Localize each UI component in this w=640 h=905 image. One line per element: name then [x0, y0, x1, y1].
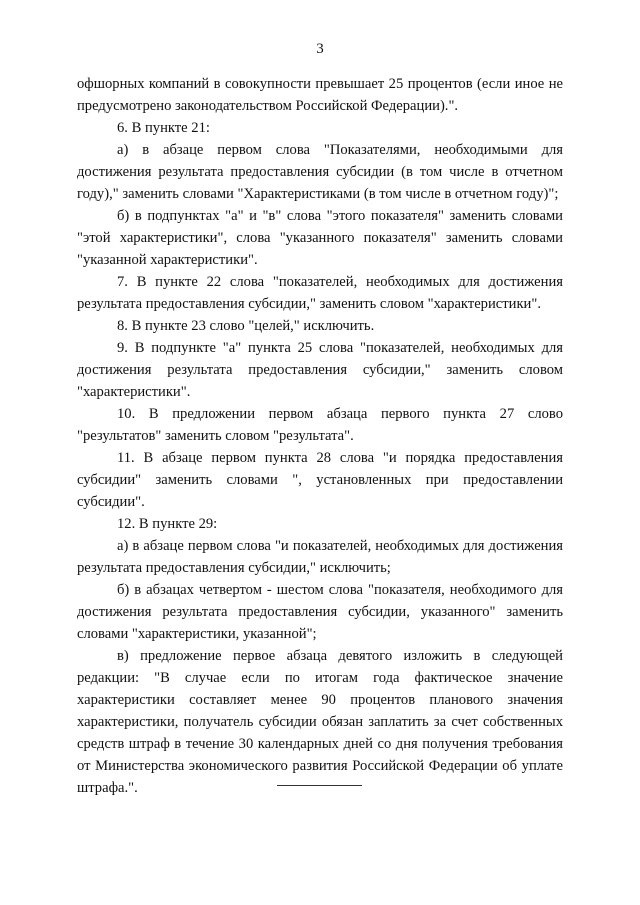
item-9: 9. В подпункте "а" пункта 25 слова "показателей, необходимых для достижения результата предоставления субсидии," заменить словом "характеристики". [77, 340, 563, 400]
item-10: 10. В предложении первом абзаца первого пункта 27 слово "результатов" заменить словом "результата". [77, 406, 563, 444]
item-12-subitem-a: а) в абзаце первом слова "и показателей, необходимых для достижения результата предоставления субсидии," исключить; [77, 538, 563, 576]
footer-divider [277, 785, 362, 786]
item-12-heading: 12. В пункте 29: [117, 516, 218, 532]
item-7: 7. В пункте 22 слова "показателей, необходимых для достижения результата предоставления субсидии," заменить словом "характеристики". [77, 274, 563, 312]
page-number: 3 [316, 41, 324, 57]
item-6-heading: 6. В пункте 21: [117, 120, 210, 136]
item-6-subitem-a: а) в абзаце первом слова "Показателями, необходимыми для достижения результата предоставления субсидии (в том числе в отчетном году)," заменить словами "Характеристиками (в том числе в отчетном году)"; [77, 142, 563, 202]
item-11: 11. В абзаце первом пункта 28 слова "и порядка предоставления субсидии" заменить словами ", установленных при предоставлении субсидии". [77, 450, 563, 510]
item-8: 8. В пункте 23 слово "целей," исключить. [117, 318, 375, 334]
document-body [77, 73, 563, 799]
item-12-subitem-b: б) в абзацах четвертом - шестом слова "показателя, необходимого для достижения результата предоставления субсидии, указанного" заменить словами "характеристики, указанной"; [77, 582, 563, 642]
paragraph-continuation: офшорных компаний в совокупности превышает 25 процентов (если иное не предусмотрено законодательством Российской Федерации).". [77, 76, 563, 114]
item-12-subitem-v: в) предложение первое абзаца девятого изложить в следующей редакции: "В случае если по итогам года фактическое значение характеристики составляет менее 90 процентов планового значения характеристики, получатель субсидии обязан заплатить за счет собственных средств штраф в течение 30 календарных дней со дня получения требования от Министерства экономического развития Российской Федерации об уплате штрафа.". [77, 648, 563, 796]
item-6-subitem-b: б) в подпунктах "а" и "в" слова "этого показателя" заменить словами "этой характеристики", слова "указанного показателя" заменить словами "указанной характеристики". [77, 208, 563, 268]
